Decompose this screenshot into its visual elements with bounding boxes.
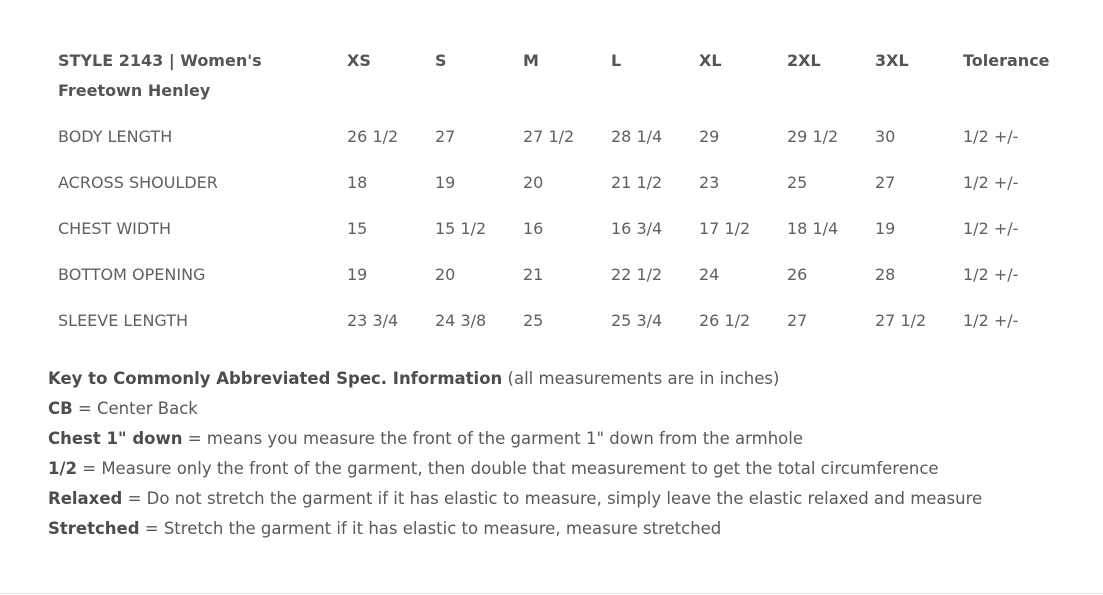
table-cell: 21 [523, 265, 544, 284]
size-header-s: S [435, 51, 447, 70]
row-label: SLEEVE LENGTH [58, 311, 189, 330]
table-cell: 20 [523, 173, 544, 192]
row-label: ACROSS SHOULDER [58, 173, 218, 192]
row-label: BOTTOM OPENING [58, 265, 206, 284]
key-definition: = Measure only the front of the garment, then double that measurement to get the total circumference [82, 459, 939, 478]
table-cell: 22 1/2 [611, 265, 663, 284]
tolerance-header: Tolerance [963, 51, 1050, 70]
bottom-divider [0, 593, 1103, 594]
table-cell: 19 [347, 265, 368, 284]
row-label: CHEST WIDTH [58, 219, 171, 238]
table-row [48, 252, 1058, 298]
tolerance-cell: 1/2 +/- [963, 219, 1019, 238]
tolerance-cell: 1/2 +/- [963, 311, 1019, 330]
key-title-note: (all measurements are in inches) [507, 369, 780, 388]
table-cell: 29 1/2 [787, 127, 839, 146]
table-cell: 27 [875, 173, 896, 192]
key-item [48, 394, 982, 424]
table-cell: 27 [435, 127, 456, 146]
table-cell: 26 [787, 265, 808, 284]
key-definition: = Do not stretch the garment if it has elastic to measure, simply leave the elastic relaxed and measure [127, 489, 983, 508]
table-cell: 23 [699, 173, 720, 192]
table-cell: 26 1/2 [347, 127, 399, 146]
table-row [48, 206, 1058, 252]
table-cell: 16 [523, 219, 544, 238]
table-cell: 18 1/4 [787, 219, 839, 238]
table-cell: 18 [347, 173, 368, 192]
table-cell: 17 1/2 [699, 219, 751, 238]
row-label: BODY LENGTH [58, 127, 173, 146]
size-header-l: L [611, 51, 622, 70]
table-cell: 28 1/4 [611, 127, 663, 146]
table-row [48, 114, 1058, 160]
tolerance-cell: 1/2 +/- [963, 127, 1019, 146]
table-cell: 28 [875, 265, 896, 284]
key-item [48, 424, 982, 454]
table-cell: 21 1/2 [611, 173, 663, 192]
tolerance-cell: 1/2 +/- [963, 173, 1019, 192]
key-definition: = means you measure the front of the garment 1" down from the armhole [187, 429, 803, 448]
table-cell: 15 1/2 [435, 219, 487, 238]
key-title: Key to Commonly Abbreviated Spec. Information [48, 369, 503, 388]
spec-key-section [48, 364, 982, 544]
size-header-3xl: 3XL [875, 51, 909, 70]
table-cell: 25 [787, 173, 808, 192]
style-name-header: STYLE 2143 | Women's Freetown Henley [58, 51, 262, 100]
table-cell: 24 [699, 265, 720, 284]
key-item [48, 514, 982, 544]
table-row [48, 160, 1058, 206]
table-cell: 27 1/2 [875, 311, 927, 330]
size-spec-table [48, 44, 1058, 344]
table-cell: 19 [435, 173, 456, 192]
table-cell: 26 1/2 [699, 311, 751, 330]
table-cell: 19 [875, 219, 896, 238]
table-cell: 25 3/4 [611, 311, 663, 330]
size-header-2xl: 2XL [787, 51, 821, 70]
table-cell: 25 [523, 311, 544, 330]
key-title-line [48, 364, 982, 394]
table-cell: 29 [699, 127, 720, 146]
size-header-xl: XL [699, 51, 722, 70]
table-cell: 16 3/4 [611, 219, 663, 238]
table-cell: 20 [435, 265, 456, 284]
table-cell: 27 [787, 311, 808, 330]
key-item [48, 454, 982, 484]
table-cell: 24 3/8 [435, 311, 487, 330]
key-definition: = Stretch the garment if it has elastic to measure, measure stretched [144, 519, 722, 538]
table-cell: 15 [347, 219, 368, 238]
key-term: Chest 1" down [48, 429, 183, 448]
key-term: Relaxed [48, 489, 123, 508]
key-term: 1/2 [48, 459, 77, 478]
key-term: Stretched [48, 519, 140, 538]
size-header-xs: XS [347, 51, 371, 70]
tolerance-cell: 1/2 +/- [963, 265, 1019, 284]
key-item [48, 484, 982, 514]
table-row [48, 298, 1058, 344]
key-term: CB [48, 399, 73, 418]
table-cell: 23 3/4 [347, 311, 399, 330]
table-header-row [48, 44, 1058, 114]
key-definition: = Center Back [77, 399, 198, 418]
table-cell: 30 [875, 127, 896, 146]
table-cell: 27 1/2 [523, 127, 575, 146]
size-header-m: M [523, 51, 539, 70]
